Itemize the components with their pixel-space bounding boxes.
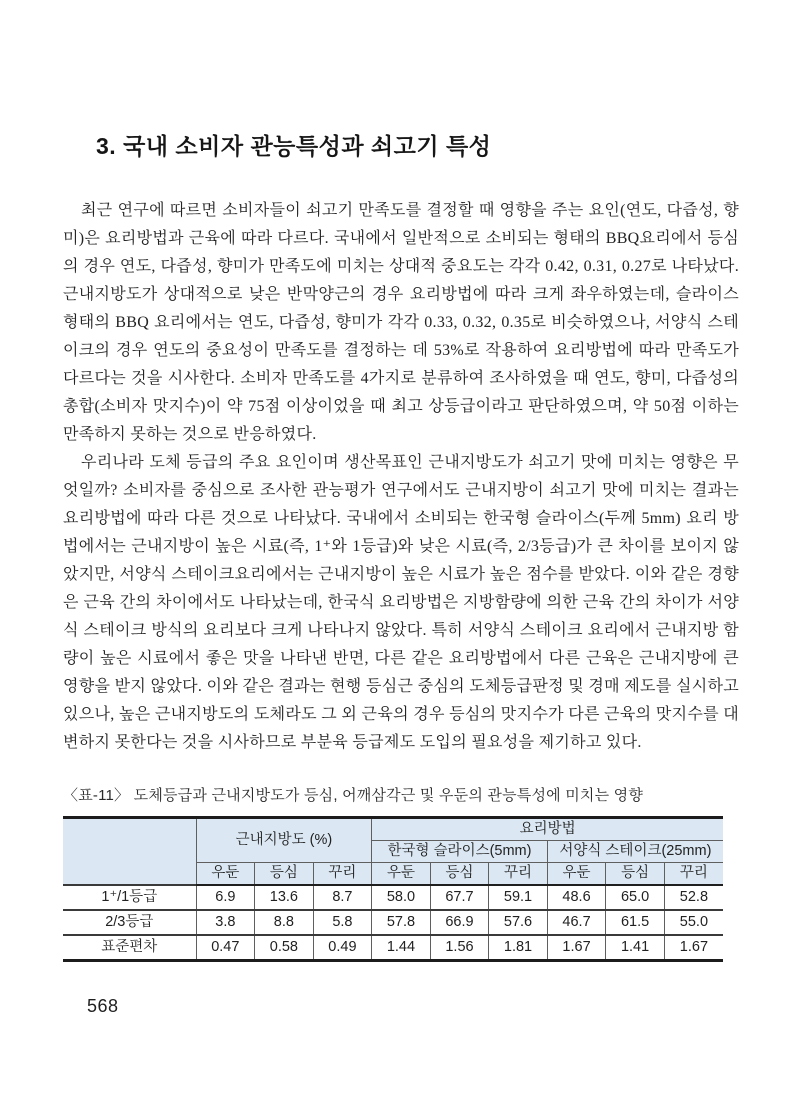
col-header-muscle: 등심 (430, 863, 489, 886)
value-cell: 0.58 (255, 935, 314, 960)
col-header-western-steak: 서양식 스테이크(25mm) (547, 841, 723, 863)
table-row (63, 935, 723, 960)
col-header-imf: 근내지방도 (%) (196, 818, 372, 863)
table-body (63, 885, 723, 960)
col-header-muscle: 꾸리 (489, 863, 548, 886)
col-header-muscle: 등심 (255, 863, 314, 886)
row-label: 표준편차 (63, 935, 196, 960)
col-header-korean-slice: 한국형 슬라이스(5mm) (372, 841, 548, 863)
value-cell: 66.9 (430, 910, 489, 935)
col-header-muscle: 우둔 (196, 863, 255, 886)
value-cell: 1.44 (372, 935, 431, 960)
value-cell: 55.0 (664, 910, 723, 935)
body-paragraph-2: 우리나라 도체 등급의 주요 요인이며 생산목표인 근내지방도가 쇠고기 맛에 미치는 영향은 무엇일까? 소비자를 중심으로 조사한 관능평가 연구에서도 근내지방이 쇠고기 맛에 미치는 결과는 요리방법에 따라 다른 것으로 나타났다. 국내에서 소비되는 한국형 슬라이스(두께 5mm) 요리 방법에서는 근내지방이 높은 시료(즉, 1⁺와 1등급)와 낮은 시료(즉, 2/3등급)가 큰 차이를 보이지 않았지만, 서양식 스테이크요리에서는 근내지방이 높은 시료가 높은 점수를 받았다. 이와 같은 경향은 근육 간의 차이에서도 나타났는데, 한국식 요리방법은 지방함량에 의한 근육 간의 차이가 서양식 스테이크 방식의 요리보다 크게 나타나지 않았다. 특히 서양식 스테이크 요리에서 근내지방 함량이 높은 시료에서 좋은 맛을 나타낸 반면, 다른 같은 요리방법에서 다른 근육은 근내지방에 큰 영향을 받지 않았다. 이와 같은 결과는 현행 등심근 중심의 도체등급판정 및 경매 제도를 실시하고 있으나, 높은 근내지방도의 도체라도 그 외 근육의 경우 등심의 맛지수가 다른 근육의 맛지수를 대변하지 못한다는 것을 시사하므로 부분육 등급제도 도입의 필요성을 제기하고 있다. (63, 454, 739, 751)
body-paragraph-1: 최근 연구에 따르면 소비자들이 쇠고기 만족도를 결정할 때 영향을 주는 요인(연도, 다즙성, 향미)은 요리방법과 근육에 따라 다르다. 국내에서 일반적으로 소비되는 형태의 BBQ요리에서 등심의 경우 연도, 다즙성, 향미가 만족도에 미치는 상대적 중요도는 각각 0.42, 0.31, 0.27로 나타났다. 근내지방도가 상대적으로 낮은 반막양근의 경우 요리방법에 따라 크게 좌우하였는데, 슬라이스 형태의 BBQ 요리에서는 연도, 다즙성, 향미가 각각 0.33, 0.32, 0.35로 비슷하였으나, 서양식 스테이크의 경우 연도의 중요성이 만족도를 결정하는 데 53%로 작용하여 요리방법에 따라 만족도가 다르다는 것을 시사한다. 소비자 만족도를 4가지로 분류하여 조사하였을 때 연도, 향미, 다즙성의 총합(소비자 맛지수)이 약 75점 이상이었을 때 최고 상등급이라고 판단하였으며, 약 50점 이하는 만족하지 못하는 것으로 반응하였다. (63, 202, 739, 443)
section-heading: 3. 국내 소비자 관능특성과 쇠고기 특성 (96, 133, 492, 159)
grade-sensory-table (63, 816, 723, 962)
value-cell: 3.8 (196, 910, 255, 935)
value-cell: 5.8 (313, 910, 372, 935)
value-cell: 1.67 (664, 935, 723, 960)
row-label: 1⁺/1등급 (63, 885, 196, 910)
value-cell: 1.56 (430, 935, 489, 960)
value-cell: 0.49 (313, 935, 372, 960)
value-cell: 8.8 (255, 910, 314, 935)
value-cell: 0.47 (196, 935, 255, 960)
value-cell: 61.5 (606, 910, 665, 935)
value-cell: 67.7 (430, 885, 489, 910)
row-label: 2/3등급 (63, 910, 196, 935)
col-header-muscle: 우둔 (372, 863, 431, 886)
col-header-muscle: 등심 (606, 863, 665, 886)
value-cell: 1.41 (606, 935, 665, 960)
value-cell: 8.7 (313, 885, 372, 910)
value-cell: 52.8 (664, 885, 723, 910)
value-cell: 6.9 (196, 885, 255, 910)
value-cell: 58.0 (372, 885, 431, 910)
value-cell: 59.1 (489, 885, 548, 910)
table-row (63, 910, 723, 935)
table-caption: 〈표-11〉 도체등급과 근내지방도가 등심, 어깨삼각근 및 우둔의 관능특성에 미치는 영향 (63, 787, 644, 804)
col-header-muscle: 꾸리 (313, 863, 372, 886)
col-header-cooking-method: 요리방법 (372, 818, 723, 841)
value-cell: 65.0 (606, 885, 665, 910)
body-text (63, 197, 739, 757)
value-cell: 46.7 (547, 910, 606, 935)
value-cell: 57.6 (489, 910, 548, 935)
page-number: 568 (87, 996, 119, 1016)
col-header-muscle: 우둔 (547, 863, 606, 886)
value-cell: 1.67 (547, 935, 606, 960)
value-cell: 1.81 (489, 935, 548, 960)
value-cell: 57.8 (372, 910, 431, 935)
table-header (63, 818, 723, 886)
table-row (63, 885, 723, 910)
value-cell: 13.6 (255, 885, 314, 910)
corner-blank-cell (63, 818, 196, 886)
value-cell: 48.6 (547, 885, 606, 910)
page-content (63, 128, 739, 962)
col-header-muscle: 꾸리 (664, 863, 723, 886)
